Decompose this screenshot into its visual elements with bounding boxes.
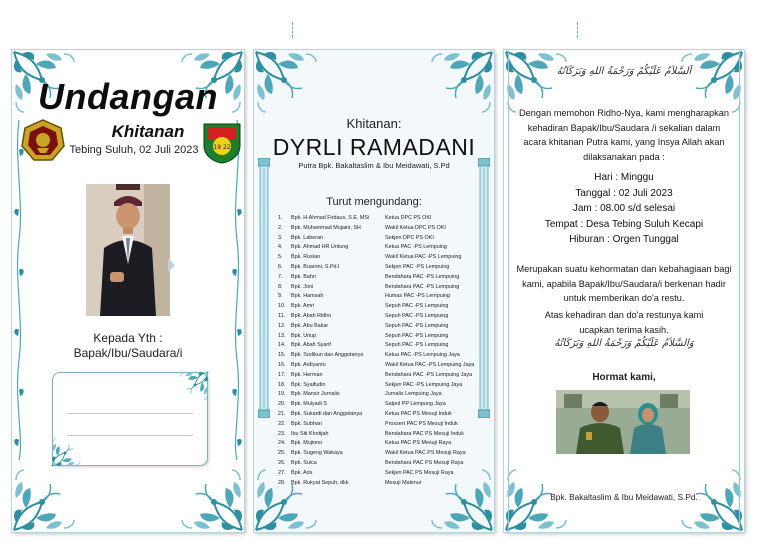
co-inviter-row bbox=[278, 322, 480, 332]
event-details bbox=[516, 170, 732, 248]
co-inviter-name: Bpk. Suica bbox=[291, 459, 317, 466]
co-inviter-name: Bpk. Ahmad HR Untung bbox=[291, 244, 349, 251]
co-inviter-row bbox=[278, 410, 480, 420]
co-inviters-heading: Turut mengundang: bbox=[326, 196, 422, 208]
co-inviter-number: 9. bbox=[278, 293, 283, 300]
co-inviter-number: 24. bbox=[278, 440, 286, 447]
co-inviter-name: Bpk. H.Ahmad Firdaus, S.E. MSi bbox=[291, 215, 370, 221]
co-inviter-number: 27. bbox=[278, 469, 286, 476]
co-inviter-name: Bpk. Abah Syarif bbox=[291, 342, 331, 349]
co-inviter-role: Proxsert PAC PS Mesuji Induk bbox=[385, 420, 458, 427]
event-day: Hari : Minggu bbox=[594, 172, 654, 183]
co-inviter-name: Bpk. Mujiono bbox=[291, 440, 323, 447]
to-label: Kepada Yth : bbox=[93, 331, 163, 345]
fold-guide-left bbox=[292, 22, 294, 38]
co-inviter-role: Bendahara PAC -PS Lempuing bbox=[385, 283, 460, 290]
co-inviter-row bbox=[278, 263, 480, 273]
co-inviter-role: Humas PAC -PS Lempuing bbox=[385, 293, 450, 300]
co-inviter-row bbox=[278, 449, 480, 459]
co-inviters-list bbox=[278, 214, 480, 488]
corner-ornament bbox=[179, 371, 209, 401]
co-inviter-name: Bpk. Amri bbox=[291, 303, 315, 310]
co-inviter-number: 19. bbox=[278, 391, 286, 398]
child-photo bbox=[86, 184, 170, 316]
co-inviter-number: 3. bbox=[278, 234, 283, 241]
co-inviter-row bbox=[278, 283, 480, 293]
co-inviter-name: Bpk. Muhammad Mujaini, SH bbox=[291, 224, 361, 231]
co-inviter-role: Mesuji Makmur bbox=[385, 479, 422, 486]
co-inviter-number: 25. bbox=[278, 450, 286, 457]
co-inviter-number: 2. bbox=[278, 224, 283, 231]
co-inviter-role: Wakil Ketua DPC PS OKI bbox=[385, 224, 446, 231]
co-inviter-number: 18. bbox=[278, 381, 286, 388]
co-inviter-row bbox=[278, 439, 480, 449]
co-inviter-name: Bpk. Unup bbox=[291, 332, 317, 339]
co-inviter-number: 7. bbox=[278, 273, 283, 280]
side-vine-ornament bbox=[12, 120, 26, 460]
co-inviter-row bbox=[278, 224, 480, 234]
co-inviter-number: 14. bbox=[278, 342, 286, 349]
co-inviter-row bbox=[278, 341, 480, 351]
co-inviter-number: 5. bbox=[278, 254, 283, 261]
co-inviter-row bbox=[278, 469, 480, 479]
corner-ornament bbox=[12, 468, 76, 532]
co-inviter-number: 21. bbox=[278, 410, 286, 417]
invitation-title: Undangan bbox=[38, 76, 218, 117]
co-inviter-name: Bpk. Sugeng Wakaya bbox=[291, 450, 343, 457]
co-inviter-number: 23. bbox=[278, 430, 286, 437]
co-inviter-number: 15. bbox=[278, 352, 286, 359]
recipient-block bbox=[12, 331, 244, 361]
co-inviter-role: Sepuh PAC -PS Lempuing bbox=[385, 342, 449, 349]
corner-ornament bbox=[254, 50, 318, 114]
place-date: Tebing Suluh, 02 Juli 2023 bbox=[69, 144, 199, 156]
border-line bbox=[508, 50, 509, 532]
co-inviter-role: Sekjen PAC PS Mesuji Raya bbox=[385, 469, 454, 476]
co-inviter-number: 28. bbox=[278, 479, 286, 486]
event-venue: Tempat : Desa Tebing Suluh Kecapi bbox=[544, 218, 704, 230]
fold-tab-arrow bbox=[168, 258, 175, 272]
parents-line: Putra Bpk. Bakaltaslim & Ibu Meidawati, S.Pd bbox=[298, 161, 450, 170]
co-inviter-name: Bpk. Mansir Jurnalis bbox=[291, 391, 340, 398]
co-inviter-number: 13. bbox=[278, 332, 286, 339]
co-inviter-name: Bpk. Ardiyanto bbox=[291, 361, 326, 368]
co-inviter-role: Sekjen DPC PS OKI bbox=[385, 234, 434, 241]
co-inviter-name: Bpk. Sodikun dan Anggotanya bbox=[291, 352, 364, 359]
co-inviter-number: 17. bbox=[278, 371, 286, 378]
closing-greeting: وَالسَّلاَمُ عَلَيْكُمْ وَرَحْمَةُ اللهِ وَبَرَكَاتُهُ bbox=[554, 338, 694, 349]
address-line bbox=[67, 435, 193, 436]
co-inviter-number: 16. bbox=[278, 361, 286, 368]
co-inviter-row bbox=[278, 361, 480, 371]
fold-guide-right bbox=[577, 22, 579, 38]
co-inviter-name: Bpk. Rukyat Sepuh, dkk bbox=[291, 479, 349, 486]
co-inviter-role: Sepuh PAC -PS Lempuing bbox=[385, 312, 449, 319]
co-inviter-role: Ketua PAC -PS Lempuing Jaya bbox=[385, 352, 460, 359]
co-inviter-row bbox=[278, 351, 480, 361]
event-label: Khitanan: bbox=[346, 116, 402, 131]
co-inviter-number: 1. bbox=[278, 215, 283, 221]
honor-paragraph: Merupakan suatu kehormatan dan kebahagiaan bagi kami, apabila Bapak/Ibu/Saudara/i berkenan hadir untuk memberikan do'a restu. bbox=[516, 264, 732, 303]
co-inviter-number: 22. bbox=[278, 420, 286, 427]
co-inviter-role: Bendahara PAC PS Mesuji Raya bbox=[385, 459, 464, 466]
co-inviter-role: Wakil Ketua PAC -PS Lempuing Jaya bbox=[385, 361, 475, 368]
co-inviter-row bbox=[278, 234, 480, 244]
co-inviter-row bbox=[278, 273, 480, 283]
address-line bbox=[67, 413, 193, 414]
co-inviter-row bbox=[278, 420, 480, 430]
regards-label: Hormat kami, bbox=[592, 372, 656, 383]
co-inviter-row bbox=[278, 381, 480, 391]
side-vine-ornament bbox=[230, 120, 244, 460]
parents-photo bbox=[556, 390, 690, 454]
co-inviter-row bbox=[278, 292, 480, 302]
co-inviter-role: Bendahara PAC PS Mesuji Induk bbox=[385, 430, 465, 437]
co-inviter-role: Ketua PAC PS Mesuji Induk bbox=[385, 410, 452, 417]
organization-emblem bbox=[20, 118, 66, 164]
co-inviter-name: Bpk. Abu Bakar bbox=[291, 322, 329, 329]
co-inviter-name: Bpk. Laberan bbox=[291, 234, 324, 241]
co-inviter-name: Bpk. Buaroni, S.Pd.I bbox=[291, 263, 340, 270]
co-inviter-role: Ketua PAC -PS Lempuing bbox=[385, 244, 447, 251]
co-inviter-row bbox=[278, 312, 480, 322]
co-inviter-row bbox=[278, 214, 480, 224]
corner-ornament bbox=[51, 437, 81, 467]
cover-panel bbox=[12, 50, 244, 532]
co-inviter-role: Jurnalis Lempuing Jaya bbox=[385, 391, 442, 398]
co-inviter-number: 10. bbox=[278, 303, 286, 310]
co-inviter-role: Sekjen PAC -PS Lempuing Jaya bbox=[385, 381, 463, 388]
signoff-names: Bpk. Bakaltaslim & Ibu Meidawati, S.Pd. bbox=[550, 492, 698, 502]
corner-ornament bbox=[430, 50, 494, 114]
co-inviter-row bbox=[278, 479, 480, 489]
co-inviter-role: Sepuh PAC -PS Lempuing bbox=[385, 332, 449, 339]
co-inviter-number: 6. bbox=[278, 263, 283, 270]
co-inviter-row bbox=[278, 302, 480, 312]
co-inviters-panel bbox=[254, 50, 494, 532]
co-inviter-number: 12. bbox=[278, 322, 286, 329]
co-inviter-role: Ketua PAC PS Mesuji Raya bbox=[385, 440, 452, 447]
co-inviter-role: Sekjen PAC -PS Lempuing bbox=[385, 263, 450, 270]
event-type: Khitanan bbox=[111, 122, 185, 141]
co-inviter-name: Bpk. Abah Ridho bbox=[291, 312, 332, 319]
co-inviter-name: Bpk. Ruslan bbox=[291, 254, 321, 261]
co-inviter-role: Bendahara PAC -PS Lempuing bbox=[385, 273, 460, 280]
opening-greeting: اَلسَّلاَمُ عَلَيْكُمْ وَرَحْمَةُ اللهِ وَبَرَكَاتُهُ bbox=[556, 66, 692, 77]
co-inviter-number: 4. bbox=[278, 244, 283, 251]
co-inviter-role: Sepuh PAC -PS Lempuing bbox=[385, 322, 449, 329]
co-inviter-row bbox=[278, 243, 480, 253]
thanks-paragraph: Atas kehadiran dan do'a restunya kami ucapkan terima kasih. bbox=[544, 310, 704, 335]
co-inviter-row bbox=[278, 459, 480, 469]
co-inviter-name: Bpk. Aris bbox=[291, 469, 313, 476]
co-inviter-row bbox=[278, 400, 480, 410]
event-entertainment: Hiburan : Orgen Tunggal bbox=[569, 234, 679, 245]
co-inviter-row bbox=[278, 430, 480, 440]
svg-text:19 22: 19 22 bbox=[213, 144, 231, 151]
co-inviter-role: Satpol PP Lempung Jaya bbox=[385, 401, 446, 408]
co-inviter-name: Bpk. Joni bbox=[291, 283, 314, 290]
co-inviter-name: Bpk. Herman bbox=[291, 371, 323, 378]
opening-paragraph: Dengan memohon Ridho-Nya, kami mengharapkan kehadiran Bapak/Ibu/Saudara /i sekalian dalam acara khitanan Putra kami, yang Insya Allah akan dilaksanakan pada : bbox=[519, 108, 729, 162]
co-inviter-role: Bendahara PAC -PS Lempuing Jaya bbox=[385, 371, 473, 378]
recipient-label: Bapak/Ibu/Saudara/i bbox=[73, 346, 183, 360]
co-inviter-name: Bpk. Mulyadi S bbox=[291, 401, 327, 408]
co-inviter-role: Ketua DPC PS OKI bbox=[385, 215, 432, 221]
co-inviter-role: Wakil Ketua PAC -PS Lempuing bbox=[385, 254, 462, 261]
border-line bbox=[739, 50, 740, 532]
corner-ornament bbox=[180, 468, 244, 532]
event-date: Tanggal : 02 Juli 2023 bbox=[575, 187, 673, 199]
co-inviter-number: 26. bbox=[278, 459, 286, 466]
co-inviter-name: Bpk. Bahri bbox=[291, 273, 316, 280]
co-inviter-number: 8. bbox=[278, 283, 283, 290]
event-time: Jam : 08.00 s/d selesai bbox=[572, 203, 676, 214]
corner-ornament bbox=[504, 50, 568, 114]
co-inviter-row bbox=[278, 253, 480, 263]
address-box[interactable] bbox=[52, 372, 208, 466]
co-inviter-row bbox=[278, 332, 480, 342]
co-inviter-name: Bpk. Syaifudin bbox=[291, 381, 326, 388]
details-panel bbox=[504, 50, 744, 532]
co-inviter-name: Bpk. Subhan bbox=[291, 420, 322, 427]
co-inviter-role: Wakil Ketua PAC PS Mesuji Raya bbox=[385, 450, 466, 457]
corner-ornament bbox=[680, 50, 744, 114]
club-logo bbox=[202, 122, 242, 164]
co-inviter-number: 20. bbox=[278, 401, 286, 408]
co-inviter-role: Sepuh PAC -PS Lempuing bbox=[385, 303, 449, 310]
co-inviter-name: Bpk. Hamsah bbox=[291, 293, 324, 300]
child-name: DYRLI RAMADANI bbox=[272, 134, 476, 160]
co-inviter-row bbox=[278, 371, 480, 381]
co-inviter-name: Ibu Siti Khotijah bbox=[291, 430, 329, 437]
co-inviter-number: 11. bbox=[278, 312, 286, 319]
co-inviter-row bbox=[278, 390, 480, 400]
co-inviter-name: Bpk. Sukardi dan Anggotanya bbox=[291, 410, 363, 417]
